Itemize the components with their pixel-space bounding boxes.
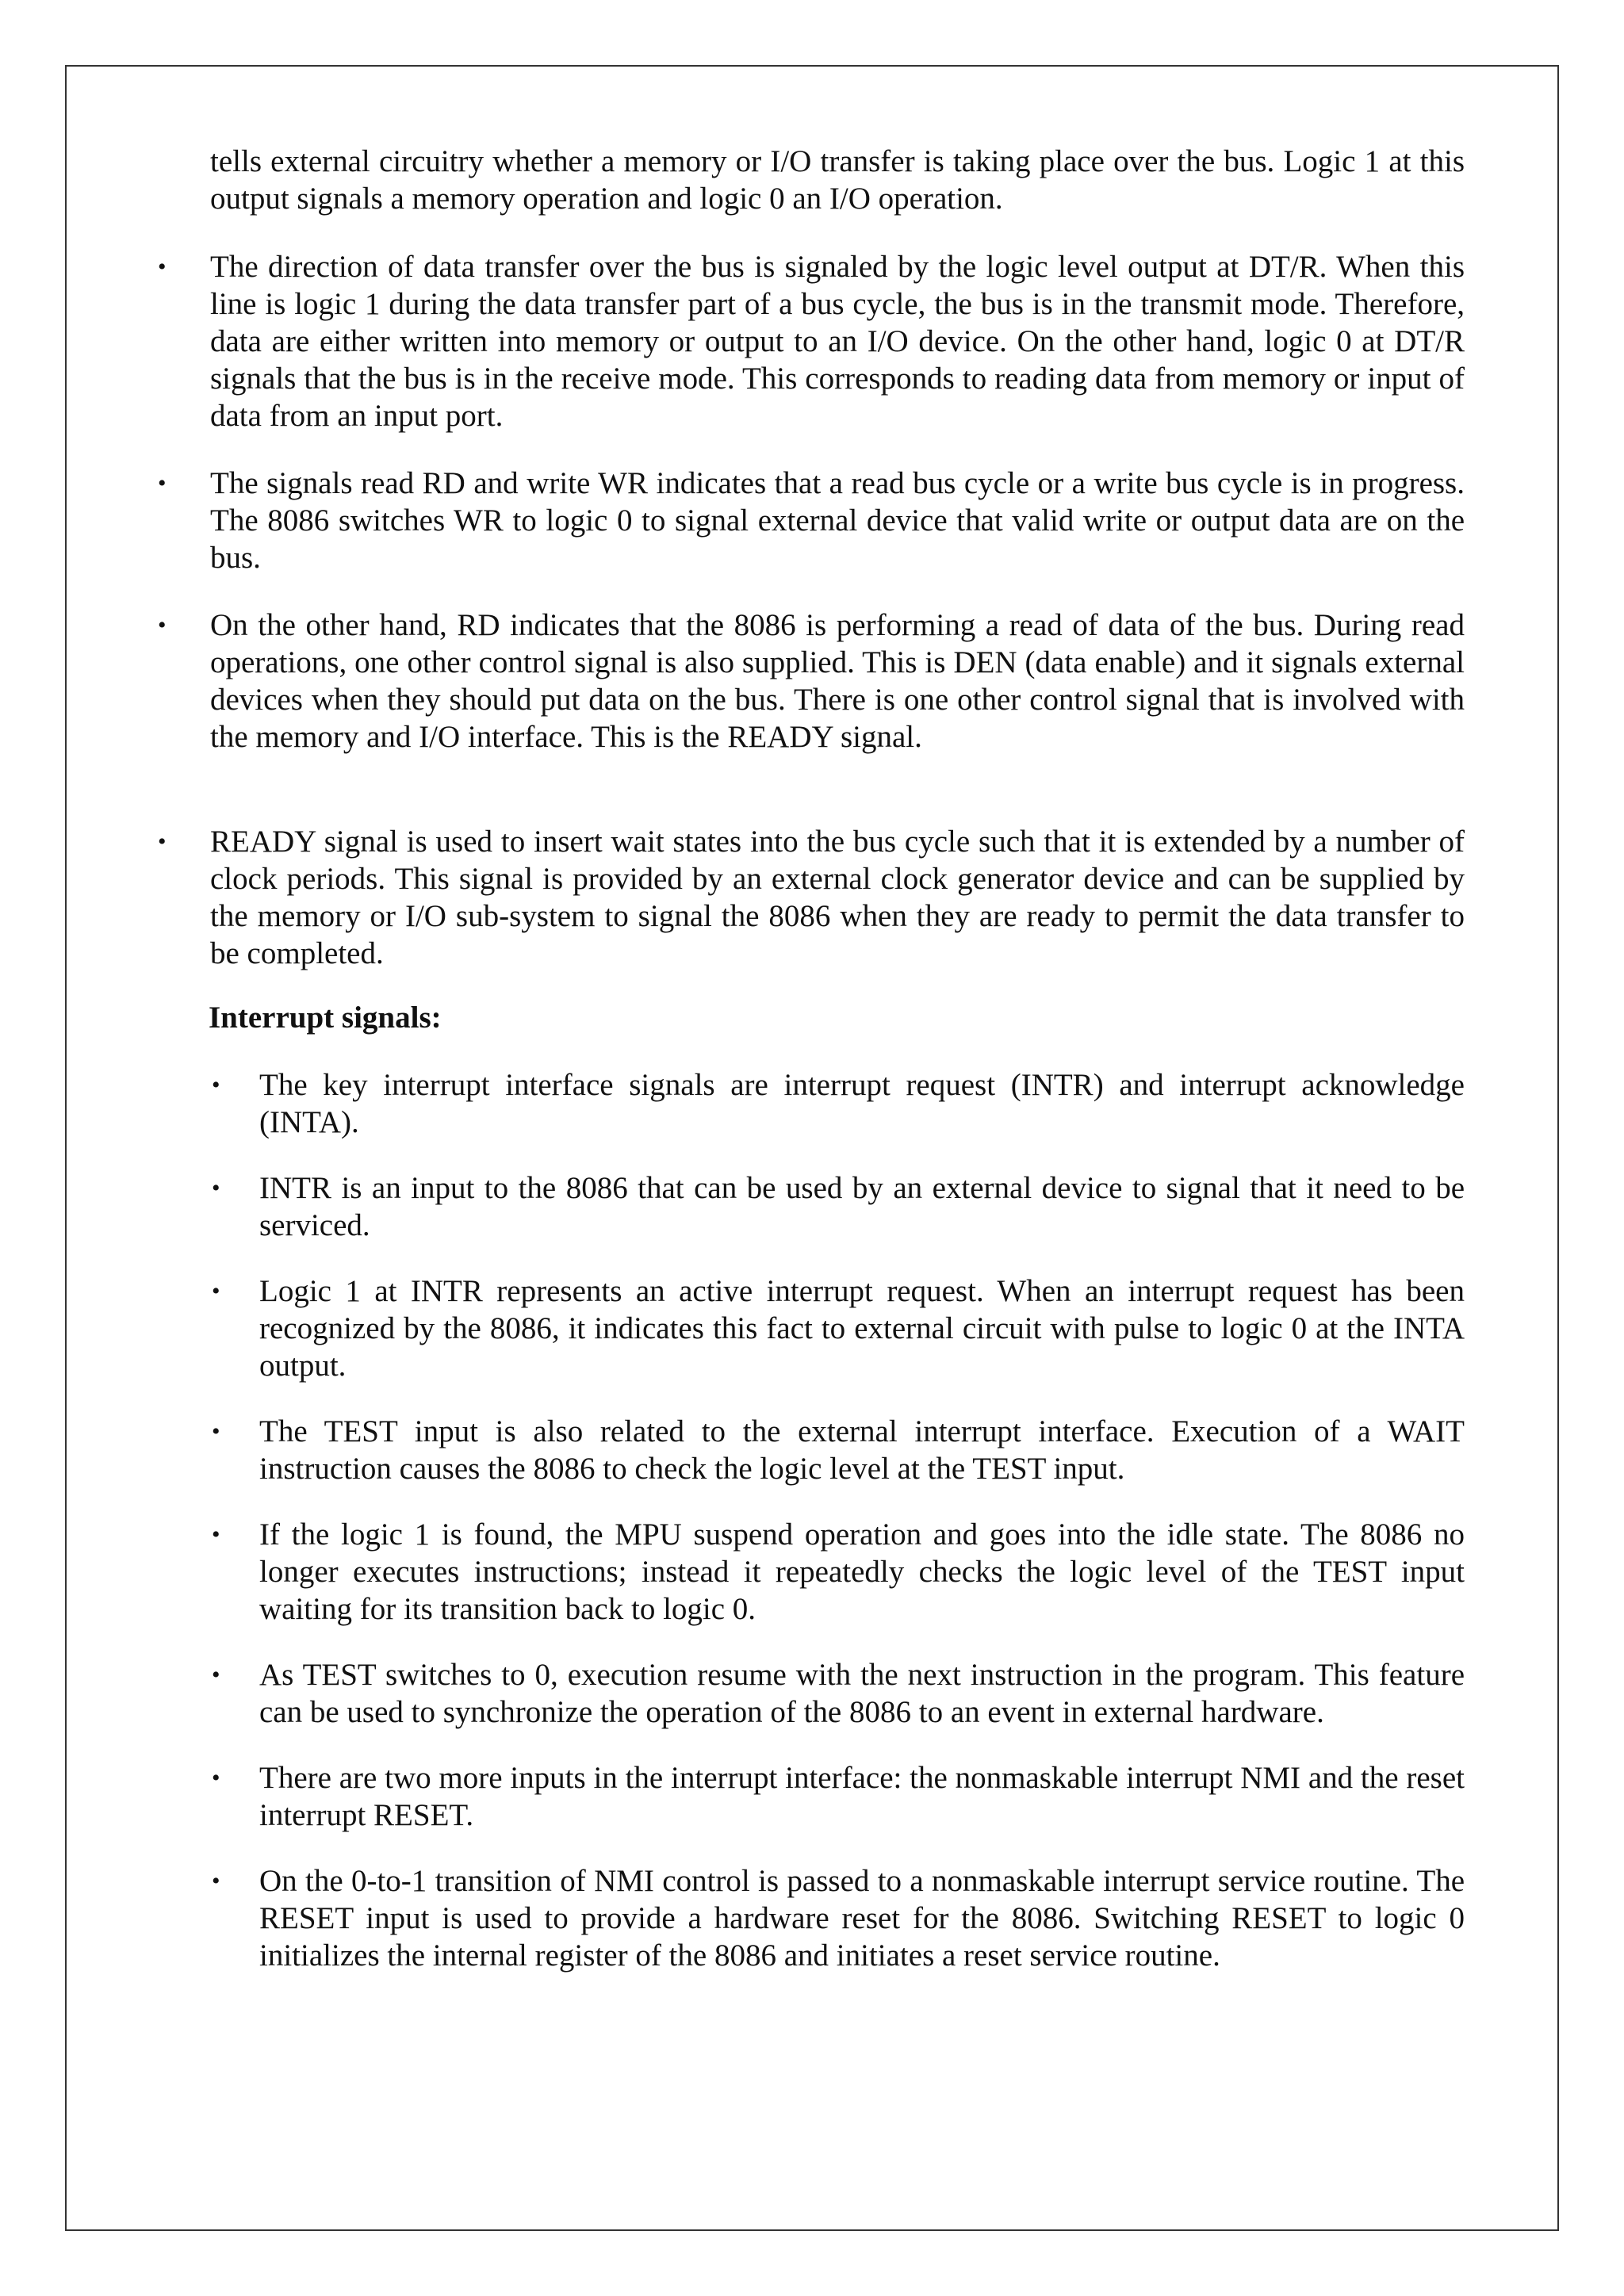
interrupt-bullet-item: [210, 1759, 1465, 1834]
list-item-text: On the 0-to-1 transition of NMI control is passed to a nonmaskable interrupt service routine. The RESET input is used to provide a hardware reset for the 8086. Switching RESET to logic 0 initializes the internal register of the 8086 and initiates a reset service routine.: [259, 1864, 1465, 1973]
interrupt-bullet-item: [210, 1516, 1465, 1628]
list-item-text: On the other hand, RD indicates that the 8086 is performing a read of data of the bus. During read operations, one other control signal is also supplied. This is DEN (data enable) and it signals external devices when they should put data on the bus. There is one other control signal that is involved with the memory and I/O interface. This is the READY signal.: [210, 608, 1465, 754]
bus-bullet-item: [158, 607, 1465, 756]
document-body: [158, 143, 1465, 1974]
bus-bullet-item: [158, 465, 1465, 576]
bullet-icon: •: [212, 1278, 220, 1304]
interrupt-bullet-item: [210, 1862, 1465, 1974]
bus-bullet-item: [158, 823, 1465, 972]
bullet-icon: •: [158, 470, 167, 496]
interrupt-bullet-item: [210, 1272, 1465, 1384]
intro-paragraph: tells external circuitry whether a memory or I/O transfer is taking place over the bus. Logic 1 at this output signals a memory operation and logic 0 an I/O operation.: [210, 144, 1465, 216]
list-item-text: If the logic 1 is found, the MPU suspend operation and goes into the idle state. The 8086 no longer executes instructions; instead it repeatedly checks the logic level of the TEST input waiting for its transition back to logic 0.: [259, 1517, 1465, 1626]
bullet-icon: •: [212, 1418, 220, 1445]
interrupt-bullet-item: [210, 1413, 1465, 1487]
bullet-icon: •: [158, 612, 167, 638]
list-item-text: The signals read RD and write WR indicates that a read bus cycle or a write bus cycle is in progress. The 8086 switches WR to logic 0 to signal external device that valid write or output data are on the bus.: [210, 466, 1465, 575]
list-item-text: The direction of data transfer over the bus is signaled by the logic level output at DT/R. When this line is logic 1 during the data transfer part of a bus cycle, the bus is in the transmit mode. Therefore, data are either written into memory or output to an I/O device. On the other hand, logic 0 at DT/R signals that the bus is in the receive mode. This corresponds to reading data from memory or input of data from an input port.: [210, 250, 1465, 433]
bullet-icon: •: [158, 828, 167, 855]
interrupt-bullet-item: [210, 1066, 1465, 1141]
list-item-text: The key interrupt interface signals are interrupt request (INTR) and interrupt acknowledge (INTA).: [259, 1068, 1465, 1139]
bus-bullet-item: [158, 248, 1465, 434]
interrupt-bullet-item: [210, 1656, 1465, 1731]
bullet-icon: •: [158, 254, 167, 280]
interrupt-bullet-item: [210, 1169, 1465, 1244]
section-heading-interrupt-signals: Interrupt signals:: [209, 1001, 442, 1035]
bullet-icon: •: [212, 1662, 220, 1688]
list-item-text: Logic 1 at INTR represents an active interrupt request. When an interrupt request has been recognized by the 8086, it indicates this fact to external circuit with pulse to logic 0 at the INTA output.: [259, 1274, 1465, 1383]
list-item-text: The TEST input is also related to the external interrupt interface. Execution of a WAIT instruction causes the 8086 to check the logic level at the TEST input.: [259, 1414, 1465, 1486]
list-item-text: As TEST switches to 0, execution resume with the next instruction in the program. This feature can be used to synchronize the operation of the 8086 to an event in external hardware.: [259, 1658, 1465, 1729]
list-item-text: READY signal is used to insert wait states into the bus cycle such that it is extended by a number of clock periods. This signal is provided by an external clock generator device and can be supplied by the memory or I/O sub-system to signal the 8086 when they are ready to permit the data transfer to be completed.: [210, 825, 1465, 970]
list-item-text: There are two more inputs in the interrupt interface: the nonmaskable interrupt NMI and the reset interrupt RESET.: [259, 1761, 1465, 1832]
list-item-text: INTR is an input to the 8086 that can be used by an external device to signal that it need to be serviced.: [259, 1171, 1465, 1242]
bullet-icon: •: [212, 1765, 220, 1791]
bullet-icon: •: [212, 1072, 220, 1098]
bullet-icon: •: [212, 1521, 220, 1548]
bullet-icon: •: [212, 1868, 220, 1894]
bullet-icon: •: [212, 1175, 220, 1201]
